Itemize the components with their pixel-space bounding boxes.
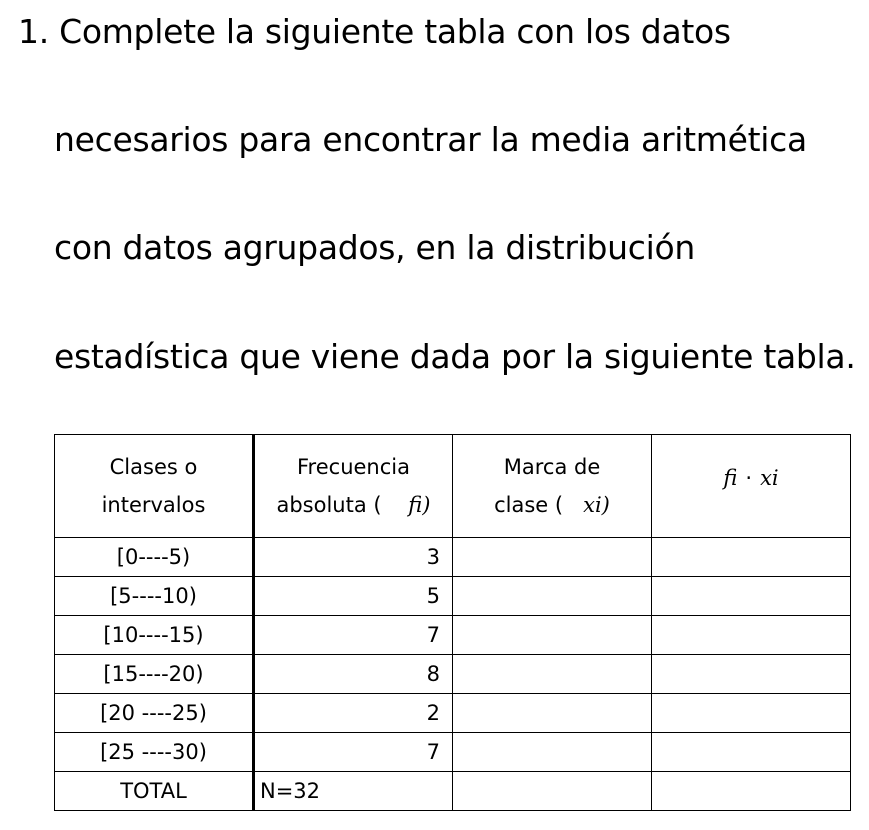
cell-fixi-empty[interactable] [652, 616, 851, 655]
header-product-xi: xi [760, 466, 779, 490]
header-marca-line2 [453, 486, 651, 524]
table-header-row [55, 435, 851, 538]
table-row [55, 694, 851, 733]
table-total-row [55, 772, 851, 811]
cell-clase: [10----15) [55, 616, 254, 655]
cell-xi-empty[interactable] [453, 655, 652, 694]
cell-total-label: TOTAL [55, 772, 254, 811]
cell-clase: [15----20) [55, 655, 254, 694]
cell-fi: 3 [254, 538, 453, 577]
cell-clase: [20 ----25) [55, 694, 254, 733]
cell-total-n: N=32 [254, 772, 453, 811]
cell-xi-empty[interactable] [453, 694, 652, 733]
cell-clase: [5----10) [55, 577, 254, 616]
cell-fixi-empty[interactable] [652, 694, 851, 733]
header-product-dot: · [745, 466, 753, 490]
cell-total-fixi-empty[interactable] [652, 772, 851, 811]
cell-fixi-empty[interactable] [652, 538, 851, 577]
question-line-4: estadística que viene dada por la siguiente tabla. [54, 337, 856, 376]
question-line-2: necesarios para encontrar la media aritmética [54, 120, 807, 159]
cell-fi: 7 [254, 733, 453, 772]
header-frecuencia-line2 [255, 486, 452, 524]
header-clases-line2: intervalos [101, 493, 206, 517]
cell-xi-empty[interactable] [453, 538, 652, 577]
frequency-table [54, 434, 851, 811]
header-frecuencia-line1: Frecuencia [297, 455, 410, 479]
cell-clase: [0----5) [55, 538, 254, 577]
question-line-1: 1. Complete la siguiente tabla con los datos [18, 12, 731, 51]
cell-fixi-empty[interactable] [652, 655, 851, 694]
header-clases [55, 435, 254, 538]
header-frecuencia [254, 435, 453, 538]
cell-total-xi-empty[interactable] [453, 772, 652, 811]
header-frecuencia-label: absoluta ( [276, 493, 382, 517]
header-marca-line1: Marca de [503, 455, 601, 479]
cell-fi: 5 [254, 577, 453, 616]
table-row [55, 538, 851, 577]
header-product [652, 435, 851, 538]
cell-clase: [25 ----30) [55, 733, 254, 772]
table-row [55, 577, 851, 616]
cell-fixi-empty[interactable] [652, 577, 851, 616]
header-xi-symbol: xi) [583, 493, 610, 517]
cell-xi-empty[interactable] [453, 577, 652, 616]
question-line-3: con datos agrupados, en la distribución [54, 228, 696, 267]
cell-fi: 8 [254, 655, 453, 694]
table-row [55, 616, 851, 655]
cell-xi-empty[interactable] [453, 616, 652, 655]
cell-fixi-empty[interactable] [652, 733, 851, 772]
cell-xi-empty[interactable] [453, 733, 652, 772]
cell-fi: 2 [254, 694, 453, 733]
table-row [55, 655, 851, 694]
header-marca [453, 435, 652, 538]
cell-fi: 7 [254, 616, 453, 655]
table-row [55, 733, 851, 772]
header-fi-symbol: fi) [408, 493, 431, 517]
header-marca-label: clase ( [494, 493, 564, 517]
header-clases-line1: Clases o [109, 455, 198, 479]
header-product-fi: fi [723, 466, 738, 490]
